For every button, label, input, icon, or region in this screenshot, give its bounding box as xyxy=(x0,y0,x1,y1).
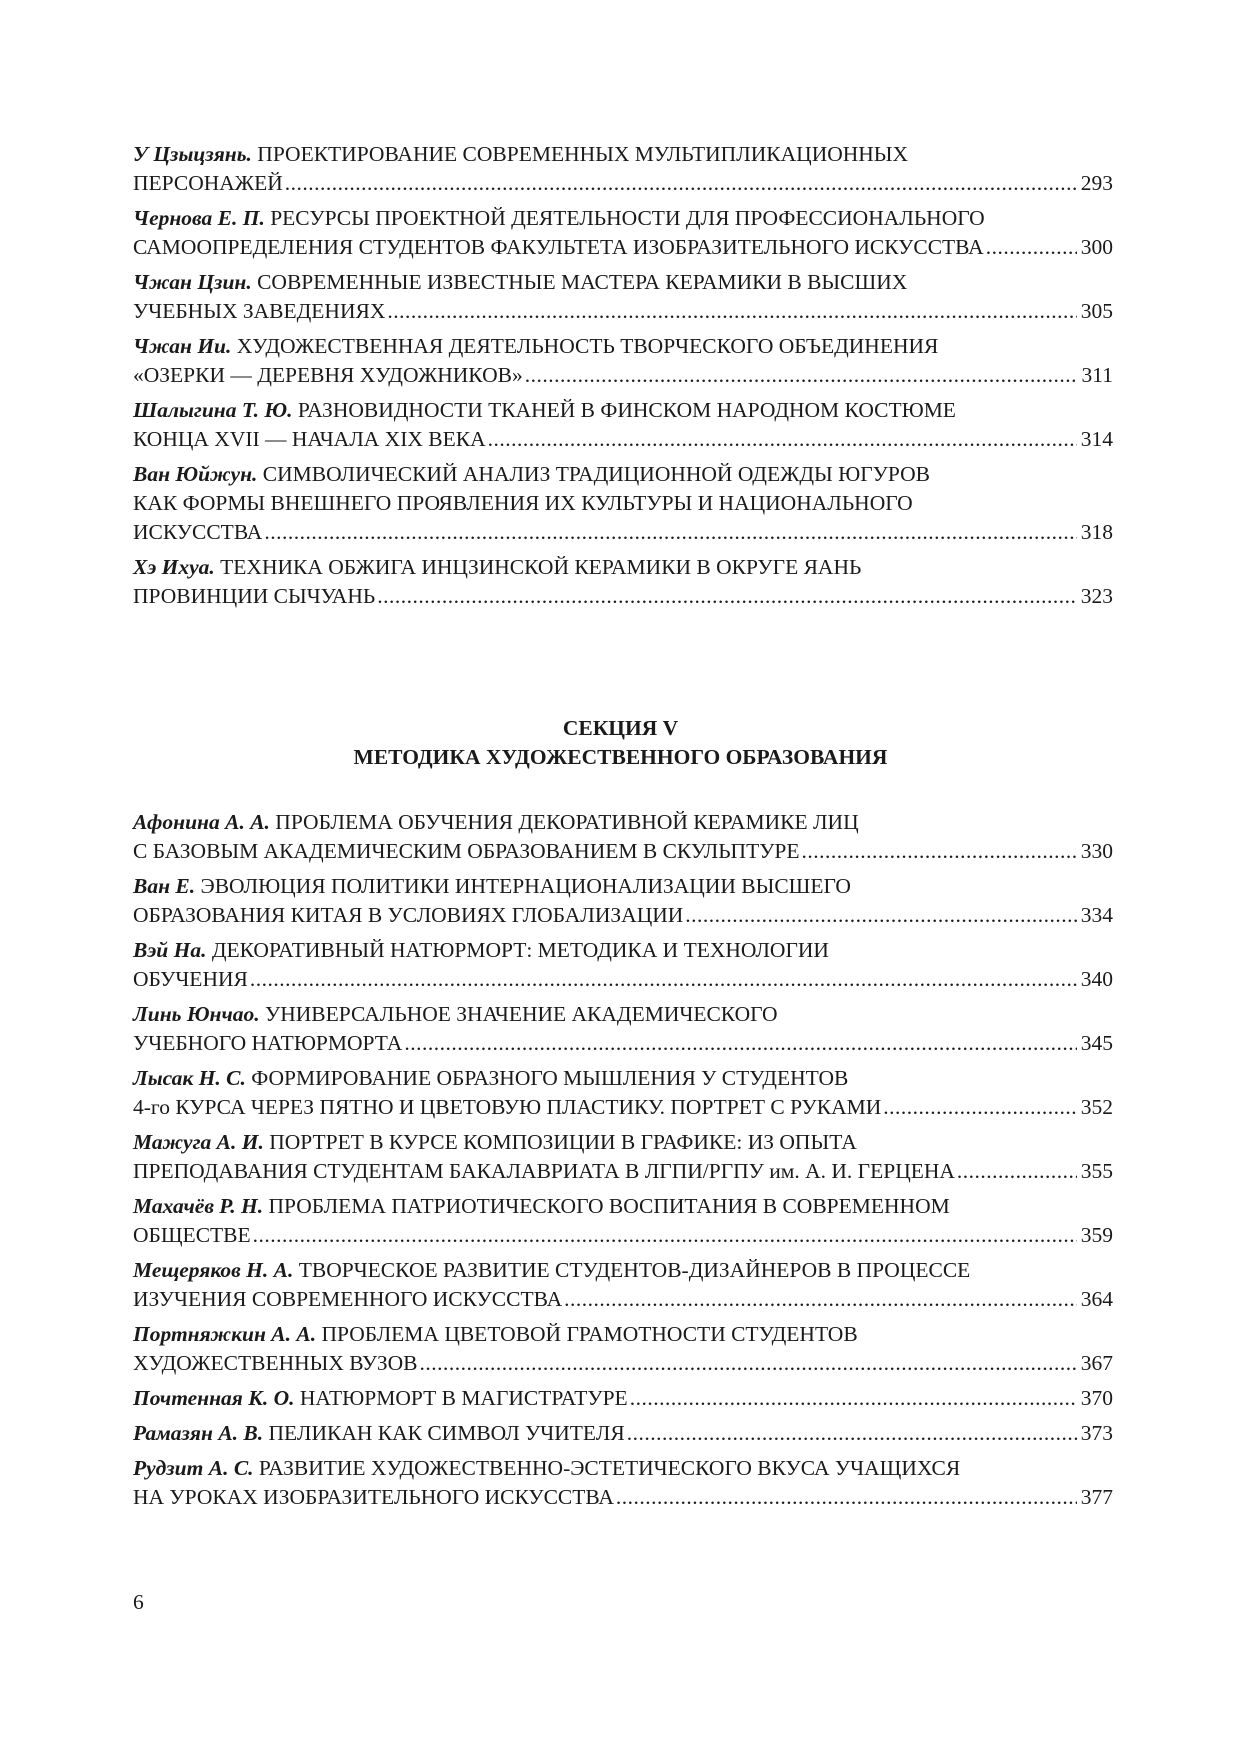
entry-author: Махачёв Р. Н. xyxy=(133,1194,264,1218)
entry-author: Ван Е. xyxy=(133,874,196,898)
entry-author: Хэ Ихуа. xyxy=(133,555,215,579)
dot-leader xyxy=(264,518,1076,547)
entry-title-line xyxy=(133,140,1113,169)
entry-author: У Цзыцзянь. xyxy=(133,142,252,166)
entry-title-text: ДЕКОРАТИВНЫЙ НАТЮРМОРТ: МЕТОДИКА И ТЕХНОЛОГИИ xyxy=(211,938,829,962)
toc-entry[interactable] xyxy=(133,1192,1113,1250)
entry-title-line xyxy=(133,332,1113,361)
entry-title-last xyxy=(133,1029,402,1058)
dot-leader xyxy=(685,901,1076,930)
toc-entry[interactable] xyxy=(133,1419,1113,1448)
entry-last-line xyxy=(133,1285,1113,1314)
dot-leader xyxy=(488,425,1077,454)
dot-leader xyxy=(630,1384,1077,1413)
toc-entry[interactable] xyxy=(133,460,1113,547)
entry-title-text: РАЗНОВИДНОСТИ ТКАНЕЙ В ФИНСКОМ НАРОДНОМ КОСТЮМЕ xyxy=(297,398,956,422)
section-heading xyxy=(0,714,1241,772)
entry-title-text: СИМВОЛИЧЕСКИЙ АНАЛИЗ ТРАДИЦИОННОЙ ОДЕЖДЫ ЮГУРОВ xyxy=(262,462,930,486)
entry-page-number: 364 xyxy=(1080,1287,1113,1311)
toc-entry[interactable] xyxy=(133,1000,1113,1058)
entry-page-number: 340 xyxy=(1080,967,1113,991)
toc-entry[interactable] xyxy=(133,332,1113,390)
entry-title-text: ИСКУССТВА xyxy=(133,520,263,544)
entry-title-last xyxy=(133,1157,955,1186)
entry-last-line xyxy=(133,425,1113,454)
entry-title-text: РЕСУРСЫ ПРОЕКТНОЙ ДЕЯТЕЛЬНОСТИ ДЛЯ ПРОФЕССИОНАЛЬНОГО xyxy=(270,206,985,230)
entry-title-text: НА УРОКАХ ИЗОБРАЗИТЕЛЬНОГО ИСКУССТВА xyxy=(133,1485,614,1509)
entry-last-line xyxy=(133,1384,1113,1413)
entry-author: Лысак Н. С. xyxy=(133,1066,246,1090)
entry-title-text: УЧЕБНЫХ ЗАВЕДЕНИЯХ xyxy=(133,299,386,323)
entry-last-line xyxy=(133,1157,1113,1186)
toc-entry[interactable] xyxy=(133,396,1113,454)
entry-page-number: 377 xyxy=(1080,1485,1113,1509)
entry-author: Чернова Е. П. xyxy=(133,206,265,230)
entry-page-number: 355 xyxy=(1080,1159,1113,1183)
entry-page-number: 367 xyxy=(1080,1351,1113,1375)
entry-title-last xyxy=(133,1093,881,1122)
entry-title-text: ТЕХНИКА ОБЖИГА ИНЦЗИНСКОЙ КЕРАМИКИ В ОКРУГЕ ЯАНЬ xyxy=(220,555,862,579)
entry-page-number: 314 xyxy=(1080,427,1113,451)
toc-entry[interactable] xyxy=(133,872,1113,930)
entry-title-line xyxy=(133,1256,1113,1285)
entry-title-text: ПРОЕКТИРОВАНИЕ СОВРЕМЕННЫХ МУЛЬТИПЛИКАЦИОННЫХ xyxy=(257,142,909,166)
entry-title-line xyxy=(133,204,1113,233)
entry-author: Рудзит А. С. xyxy=(133,1456,254,1480)
entry-title-last xyxy=(133,1384,628,1413)
entry-author: Ван Юйжун. xyxy=(133,462,258,486)
toc-entry[interactable] xyxy=(133,1064,1113,1122)
entry-last-line xyxy=(133,1093,1113,1122)
entry-title-text: ХУДОЖЕСТВЕННАЯ ДЕЯТЕЛЬНОСТЬ ТВОРЧЕСКОГО ОБЪЕДИНЕНИЯ xyxy=(236,334,939,358)
entry-author: Мещеряков Н. А. xyxy=(133,1258,294,1282)
dot-leader xyxy=(957,1157,1077,1186)
entry-last-line xyxy=(133,1029,1113,1058)
section-number: СЕКЦИЯ V xyxy=(562,716,679,740)
entry-title-text: ОБРАЗОВАНИЯ КИТАЯ В УСЛОВИЯХ ГЛОБАЛИЗАЦИИ xyxy=(133,903,684,927)
toc-entry[interactable] xyxy=(133,808,1113,866)
entry-author: Линь Юнчао. xyxy=(133,1002,260,1026)
entry-title-line xyxy=(133,1454,1113,1483)
entry-title-last xyxy=(133,582,375,611)
toc-entry[interactable] xyxy=(133,1320,1113,1378)
entry-title-last xyxy=(133,1483,614,1512)
entry-title-text: УЧЕБНОГО НАТЮРМОРТА xyxy=(133,1031,403,1055)
entry-author: Мажуга А. И. xyxy=(133,1130,264,1154)
entry-title-text: 4-го КУРСА ЧЕРЕЗ ПЯТНО И ЦВЕТОВУЮ ПЛАСТИКУ. ПОРТРЕТ С РУКАМИ xyxy=(133,1095,882,1119)
entry-page-number: 359 xyxy=(1080,1223,1113,1247)
toc-entry[interactable] xyxy=(133,936,1113,994)
dot-leader xyxy=(627,1419,1077,1448)
toc-entry[interactable] xyxy=(133,140,1113,198)
entry-title-line xyxy=(133,268,1113,297)
entry-last-line xyxy=(133,901,1113,930)
entry-title-last xyxy=(133,297,385,326)
dot-leader xyxy=(377,582,1077,611)
entry-title-text: «ОЗЕРКИ — ДЕРЕВНЯ ХУДОЖНИКОВ» xyxy=(133,363,523,387)
dot-leader xyxy=(285,169,1077,198)
entry-title-text: ПРОБЛЕМА ОБУЧЕНИЯ ДЕКОРАТИВНОЙ КЕРАМИКЕ ЛИЦ xyxy=(275,810,859,834)
entry-last-line xyxy=(133,169,1113,198)
entry-title-text: ПРЕПОДАВАНИЯ СТУДЕНТАМ БАКАЛАВРИАТА В ЛГПИ/РГПУ им. А. И. ГЕРЦЕНА xyxy=(133,1159,955,1183)
entry-title-text: ИЗУЧЕНИЯ СОВРЕМЕННОГО ИСКУССТВА xyxy=(133,1287,563,1311)
entry-title-line xyxy=(133,460,1113,489)
entry-page-number: 345 xyxy=(1080,1031,1113,1055)
entry-title-text: С БАЗОВЫМ АКАДЕМИЧЕСКИМ ОБРАЗОВАНИЕМ В СКУЛЬПТУРЕ xyxy=(133,839,800,863)
dot-leader xyxy=(564,1285,1077,1314)
entry-last-line xyxy=(133,965,1113,994)
entry-title-line xyxy=(133,1192,1113,1221)
entry-page-number: 293 xyxy=(1080,171,1113,195)
dot-leader xyxy=(986,233,1077,262)
entry-title-last xyxy=(133,425,486,454)
entry-title-line xyxy=(133,808,1113,837)
entry-title-text: ПРОБЛЕМА ЦВЕТОВОЙ ГРАМОТНОСТИ СТУДЕНТОВ xyxy=(321,1322,858,1346)
toc-entry[interactable] xyxy=(133,1384,1113,1413)
entry-title-text: КОНЦА XVII — НАЧАЛА XIX ВЕКА xyxy=(133,427,486,451)
entry-author: Почтенная К. О. xyxy=(133,1386,295,1410)
toc-list-bottom xyxy=(133,808,1113,1512)
entry-title-text: ПЕРСОНАЖЕЙ xyxy=(133,171,283,195)
entry-author: Чжан Ии. xyxy=(133,334,232,358)
entry-title-line xyxy=(133,872,1113,901)
entry-title-line xyxy=(133,1320,1113,1349)
entry-title-last xyxy=(133,901,683,930)
toc-list-top xyxy=(133,140,1113,611)
dot-leader xyxy=(802,837,1077,866)
dot-leader xyxy=(616,1483,1077,1512)
entry-author: Вэй На. xyxy=(133,938,207,962)
dot-leader xyxy=(883,1093,1076,1122)
toc-entry[interactable] xyxy=(133,268,1113,326)
entry-last-line xyxy=(133,1221,1113,1250)
entry-title-last xyxy=(133,965,248,994)
entry-title-text: ОБЩЕСТВЕ xyxy=(133,1223,251,1247)
entry-page-number: 305 xyxy=(1080,299,1113,323)
entry-page-number: 352 xyxy=(1080,1095,1113,1119)
section-title: МЕТОДИКА ХУДОЖЕСТВЕННОГО ОБРАЗОВАНИЯ xyxy=(353,745,888,769)
entry-page-number: 330 xyxy=(1080,839,1113,863)
dot-leader xyxy=(404,1029,1076,1058)
toc-entry[interactable] xyxy=(133,1128,1113,1186)
entry-author: Рамазян А. В. xyxy=(133,1421,264,1445)
entry-title-line xyxy=(133,553,1113,582)
entry-author: Чжан Цзин. xyxy=(133,270,252,294)
entry-title-line xyxy=(133,396,1113,425)
entry-title-line xyxy=(133,489,1113,518)
toc-entry[interactable] xyxy=(133,1256,1113,1314)
entry-title-line xyxy=(133,936,1113,965)
entry-page-number: 311 xyxy=(1081,363,1113,387)
entry-title-text: ПРОВИНЦИИ СЫЧУАНЬ xyxy=(133,584,376,608)
entry-title-text: НАТЮРМОРТ В МАГИСТРАТУРЕ xyxy=(299,1386,628,1410)
entry-title-text: САМООПРЕДЕЛЕНИЯ СТУДЕНТОВ ФАКУЛЬТЕТА ИЗОБРАЗИТЕЛЬНОГО ИСКУССТВА xyxy=(133,235,984,259)
dot-leader xyxy=(525,361,1078,390)
entry-title-text: ЭВОЛЮЦИЯ ПОЛИТИКИ ИНТЕРНАЦИОНАЛИЗАЦИИ ВЫСШЕГО xyxy=(200,874,851,898)
toc-entry[interactable] xyxy=(133,553,1113,611)
entry-title-last xyxy=(133,1419,625,1448)
entry-author: Шалыгина Т. Ю. xyxy=(133,398,293,422)
entry-author: Афонина А. А. xyxy=(133,810,270,834)
entry-last-line xyxy=(133,1419,1113,1448)
entry-last-line xyxy=(133,1483,1113,1512)
entry-last-line xyxy=(133,1349,1113,1378)
entry-title-text: ОБУЧЕНИЯ xyxy=(133,967,248,991)
entry-title-text: ПЕЛИКАН КАК СИМВОЛ УЧИТЕЛЯ xyxy=(268,1421,625,1445)
entry-title-text: ХУДОЖЕСТВЕННЫХ ВУЗОВ xyxy=(133,1351,418,1375)
dot-leader xyxy=(253,1221,1077,1250)
dot-leader xyxy=(387,297,1076,326)
dot-leader xyxy=(419,1349,1076,1378)
entry-title-last xyxy=(133,361,523,390)
entry-last-line xyxy=(133,361,1113,390)
entry-page-number: 370 xyxy=(1080,1386,1113,1410)
dot-leader xyxy=(250,965,1077,994)
entry-title-last xyxy=(133,1285,562,1314)
entry-title-text: ПОРТРЕТ В КУРСЕ КОМПОЗИЦИИ В ГРАФИКЕ: ИЗ ОПЫТА xyxy=(269,1130,857,1154)
entry-page-number: 323 xyxy=(1080,584,1113,608)
entry-page-number: 373 xyxy=(1080,1421,1113,1445)
entry-title-text: ПРОБЛЕМА ПАТРИОТИЧЕСКОГО ВОСПИТАНИЯ В СОВРЕМЕННОМ xyxy=(268,1194,950,1218)
entry-title-text: ТВОРЧЕСКОЕ РАЗВИТИЕ СТУДЕНТОВ-ДИЗАЙНЕРОВ В ПРОЦЕССЕ xyxy=(298,1258,971,1282)
entry-title-last xyxy=(133,233,984,262)
entry-last-line xyxy=(133,518,1113,547)
toc-entry[interactable] xyxy=(133,1454,1113,1512)
entry-title-text: УНИВЕРСАЛЬНОЕ ЗНАЧЕНИЕ АКАДЕМИЧЕСКОГО xyxy=(265,1002,778,1026)
entry-title-line xyxy=(133,1128,1113,1157)
entry-title-line xyxy=(133,1064,1113,1093)
page-number: 6 xyxy=(133,1590,144,1614)
entry-title-last xyxy=(133,1349,417,1378)
entry-title-line xyxy=(133,1000,1113,1029)
entry-title-text: СОВРЕМЕННЫЕ ИЗВЕСТНЫЕ МАСТЕРА КЕРАМИКИ В ВЫСШИХ xyxy=(257,270,908,294)
entry-last-line xyxy=(133,233,1113,262)
entry-last-line xyxy=(133,297,1113,326)
entry-author: Портняжкин А. А. xyxy=(133,1322,317,1346)
entry-page-number: 334 xyxy=(1080,903,1113,927)
entry-title-last xyxy=(133,518,262,547)
entry-title-last xyxy=(133,837,800,866)
entry-title-text: РАЗВИТИЕ ХУДОЖЕСТВЕННО-ЭСТЕТИЧЕСКОГО ВКУСА УЧАЩИХСЯ xyxy=(258,1456,961,1480)
entry-title-text: ФОРМИРОВАНИЕ ОБРАЗНОГО МЫШЛЕНИЯ У СТУДЕНТОВ xyxy=(251,1066,849,1090)
entry-last-line xyxy=(133,582,1113,611)
entry-title-last xyxy=(133,1221,251,1250)
toc-entry[interactable] xyxy=(133,204,1113,262)
entry-title-last xyxy=(133,169,283,198)
entry-last-line xyxy=(133,837,1113,866)
entry-title-text: КАК ФОРМЫ ВНЕШНЕГО ПРОЯВЛЕНИЯ ИХ КУЛЬТУРЫ И НАЦИОНАЛЬНОГО xyxy=(133,491,913,515)
entry-page-number: 300 xyxy=(1080,235,1113,259)
entry-page-number: 318 xyxy=(1080,520,1113,544)
